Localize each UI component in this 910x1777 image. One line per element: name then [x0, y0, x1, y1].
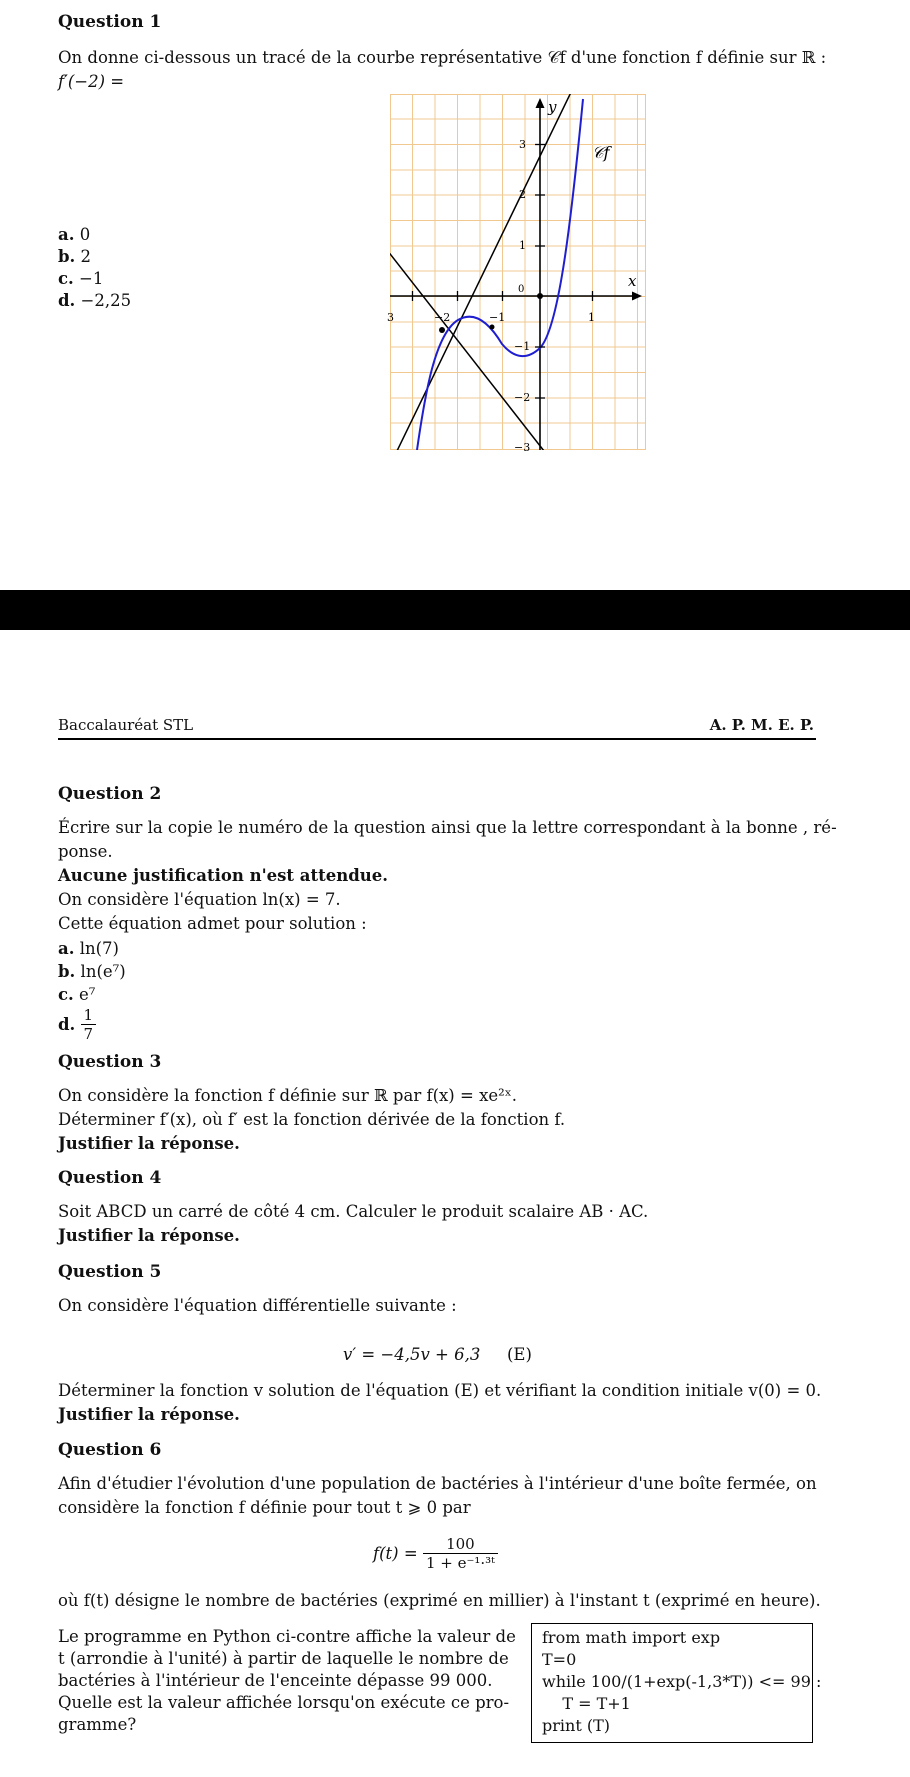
y-tick-label: 2	[519, 188, 526, 201]
x-tick-label: 0	[518, 284, 525, 295]
curve-cf	[417, 99, 583, 450]
page-separator-band	[0, 590, 910, 630]
q6-title: Question 6	[58, 1440, 162, 1460]
q6-line3: où f(t) désigne le nombre de bactéries (exprimé en millier) à l'instant t (exprimé en heure).	[58, 1591, 821, 1610]
q6-program-description: Le programme en Python ci-contre affiche la valeur de t (arrondie à l'unité) à partir de laquelle le nombre de bactéries à l'intérieur de l'enceinte dépasse 99 000. Quelle est la valeur affichée lorsqu'on exécute ce pro- gramme?	[58, 1627, 516, 1734]
q6-line2: considère la fonction f définie pour tout t ⩾ 0 par	[58, 1498, 471, 1517]
y-axis-label: y	[548, 98, 557, 116]
header-left: Baccalauréat STL	[58, 716, 194, 734]
y-tick-label: −3	[514, 441, 531, 454]
q5-equation: v′ = −4,5v + 6,3	[343, 1345, 481, 1364]
q1-prompt: f′(−2) =	[58, 72, 125, 91]
q4-line1: Soit ABCD un carré de côté 4 cm. Calculer le produit scalaire AB · AC.	[58, 1202, 649, 1221]
header-right: A. P. M. E. P.	[709, 716, 814, 734]
q1-choice-b: b. 2	[58, 247, 92, 266]
q2-instruction-line2: ponse.	[58, 842, 113, 861]
q5-title: Question 5	[58, 1262, 162, 1282]
q2-choice-a: a. ln(7)	[58, 939, 119, 958]
q1-graph	[387, 94, 646, 454]
q1-choice-d: d. −2,25	[58, 291, 132, 310]
fraction-one-seventh: $\frac{1}{7}$	[81, 1006, 97, 1043]
code-line: T=0	[542, 1650, 577, 1669]
q5-line1: On considère l'équation différentielle suivante :	[58, 1296, 457, 1315]
header-rule	[58, 738, 816, 740]
code-line: print (T)	[542, 1716, 610, 1735]
q4-title: Question 4	[58, 1168, 162, 1188]
q2-choice-d: d. $\frac{1}{7}$	[58, 1006, 96, 1043]
point-marker	[439, 327, 445, 333]
q6-formula: f(t) = $\frac{100}{\text{1 + e⁻¹·³ᵗ}}$	[373, 1535, 498, 1572]
y-tick-label: −1	[514, 340, 531, 353]
point-marker	[490, 325, 495, 330]
point-marker	[537, 293, 543, 299]
curve-label: 𝒞f	[592, 143, 610, 162]
q4-justify: Justifier la réponse.	[58, 1226, 240, 1245]
code-line: from math import exp	[542, 1628, 721, 1647]
tangent-line-descending	[380, 241, 562, 474]
q1-choices	[58, 224, 131, 312]
q3-justify: Justifier la réponse.	[58, 1134, 240, 1153]
python-code-box	[531, 1623, 822, 1743]
q5-justify: Justifier la réponse.	[58, 1405, 240, 1424]
q3-title: Question 3	[58, 1052, 162, 1072]
y-axis-arrow-icon	[536, 98, 545, 108]
q3-line2: Déterminer f′(x), où f′ est la fonction dérivée de la fonction f.	[58, 1110, 566, 1129]
q5-line2: Déterminer la fonction v solution de l'équation (E) et vérifiant la condition initiale v(0) = 0.	[58, 1381, 822, 1400]
x-tick-label: −1	[489, 311, 506, 324]
q3-line1: On considère la fonction f définie sur ℝ par f(x) = xe²ˣ.	[58, 1086, 517, 1105]
q1-choice-c: c. −1	[58, 269, 104, 288]
y-tick-label: 1	[519, 239, 526, 252]
y-tick-label: −2	[514, 391, 531, 404]
code-line: while 100/(1+exp(-1,3*T)) <= 99 :	[542, 1672, 822, 1691]
x-tick-label: −2	[434, 311, 451, 324]
q1-choice-a: a. 0	[58, 225, 91, 244]
x-tick-label: 3	[387, 311, 394, 324]
q2-equation: On considère l'équation ln(x) = 7.	[58, 890, 341, 909]
y-tick-label: 3	[519, 138, 526, 151]
q6-formula-fraction: $\frac{100}{\text{1 + e⁻¹·³ᵗ}}$	[423, 1535, 498, 1572]
x-axis-label: x	[628, 272, 637, 290]
q1-title: Question 1	[58, 12, 162, 32]
q2-solution-prompt: Cette équation admet pour solution :	[58, 914, 367, 933]
code-line: T = T+1	[542, 1694, 631, 1713]
q2-no-justification: Aucune justification n'est attendue.	[58, 866, 388, 885]
q2-instruction-line1: Écrire sur la copie le numéro de la question ainsi que la lettre correspondant à la bonne , ré-	[58, 818, 837, 837]
q2-choice-b: b. ln(e⁷)	[58, 962, 126, 981]
q6-line1: Afin d'étudier l'évolution d'une population de bactéries à l'intérieur d'une boîte fermée, on	[58, 1474, 817, 1493]
x-tick-label: 1	[588, 311, 595, 324]
q2-choice-c: c. e⁷	[58, 985, 96, 1004]
q2-title: Question 2	[58, 784, 162, 804]
q5-equation-tag: (E)	[507, 1345, 532, 1364]
q1-intro: On donne ci-dessous un tracé de la courbe représentative 𝒞f d'une fonction f définie sur ℝ :	[58, 48, 827, 67]
